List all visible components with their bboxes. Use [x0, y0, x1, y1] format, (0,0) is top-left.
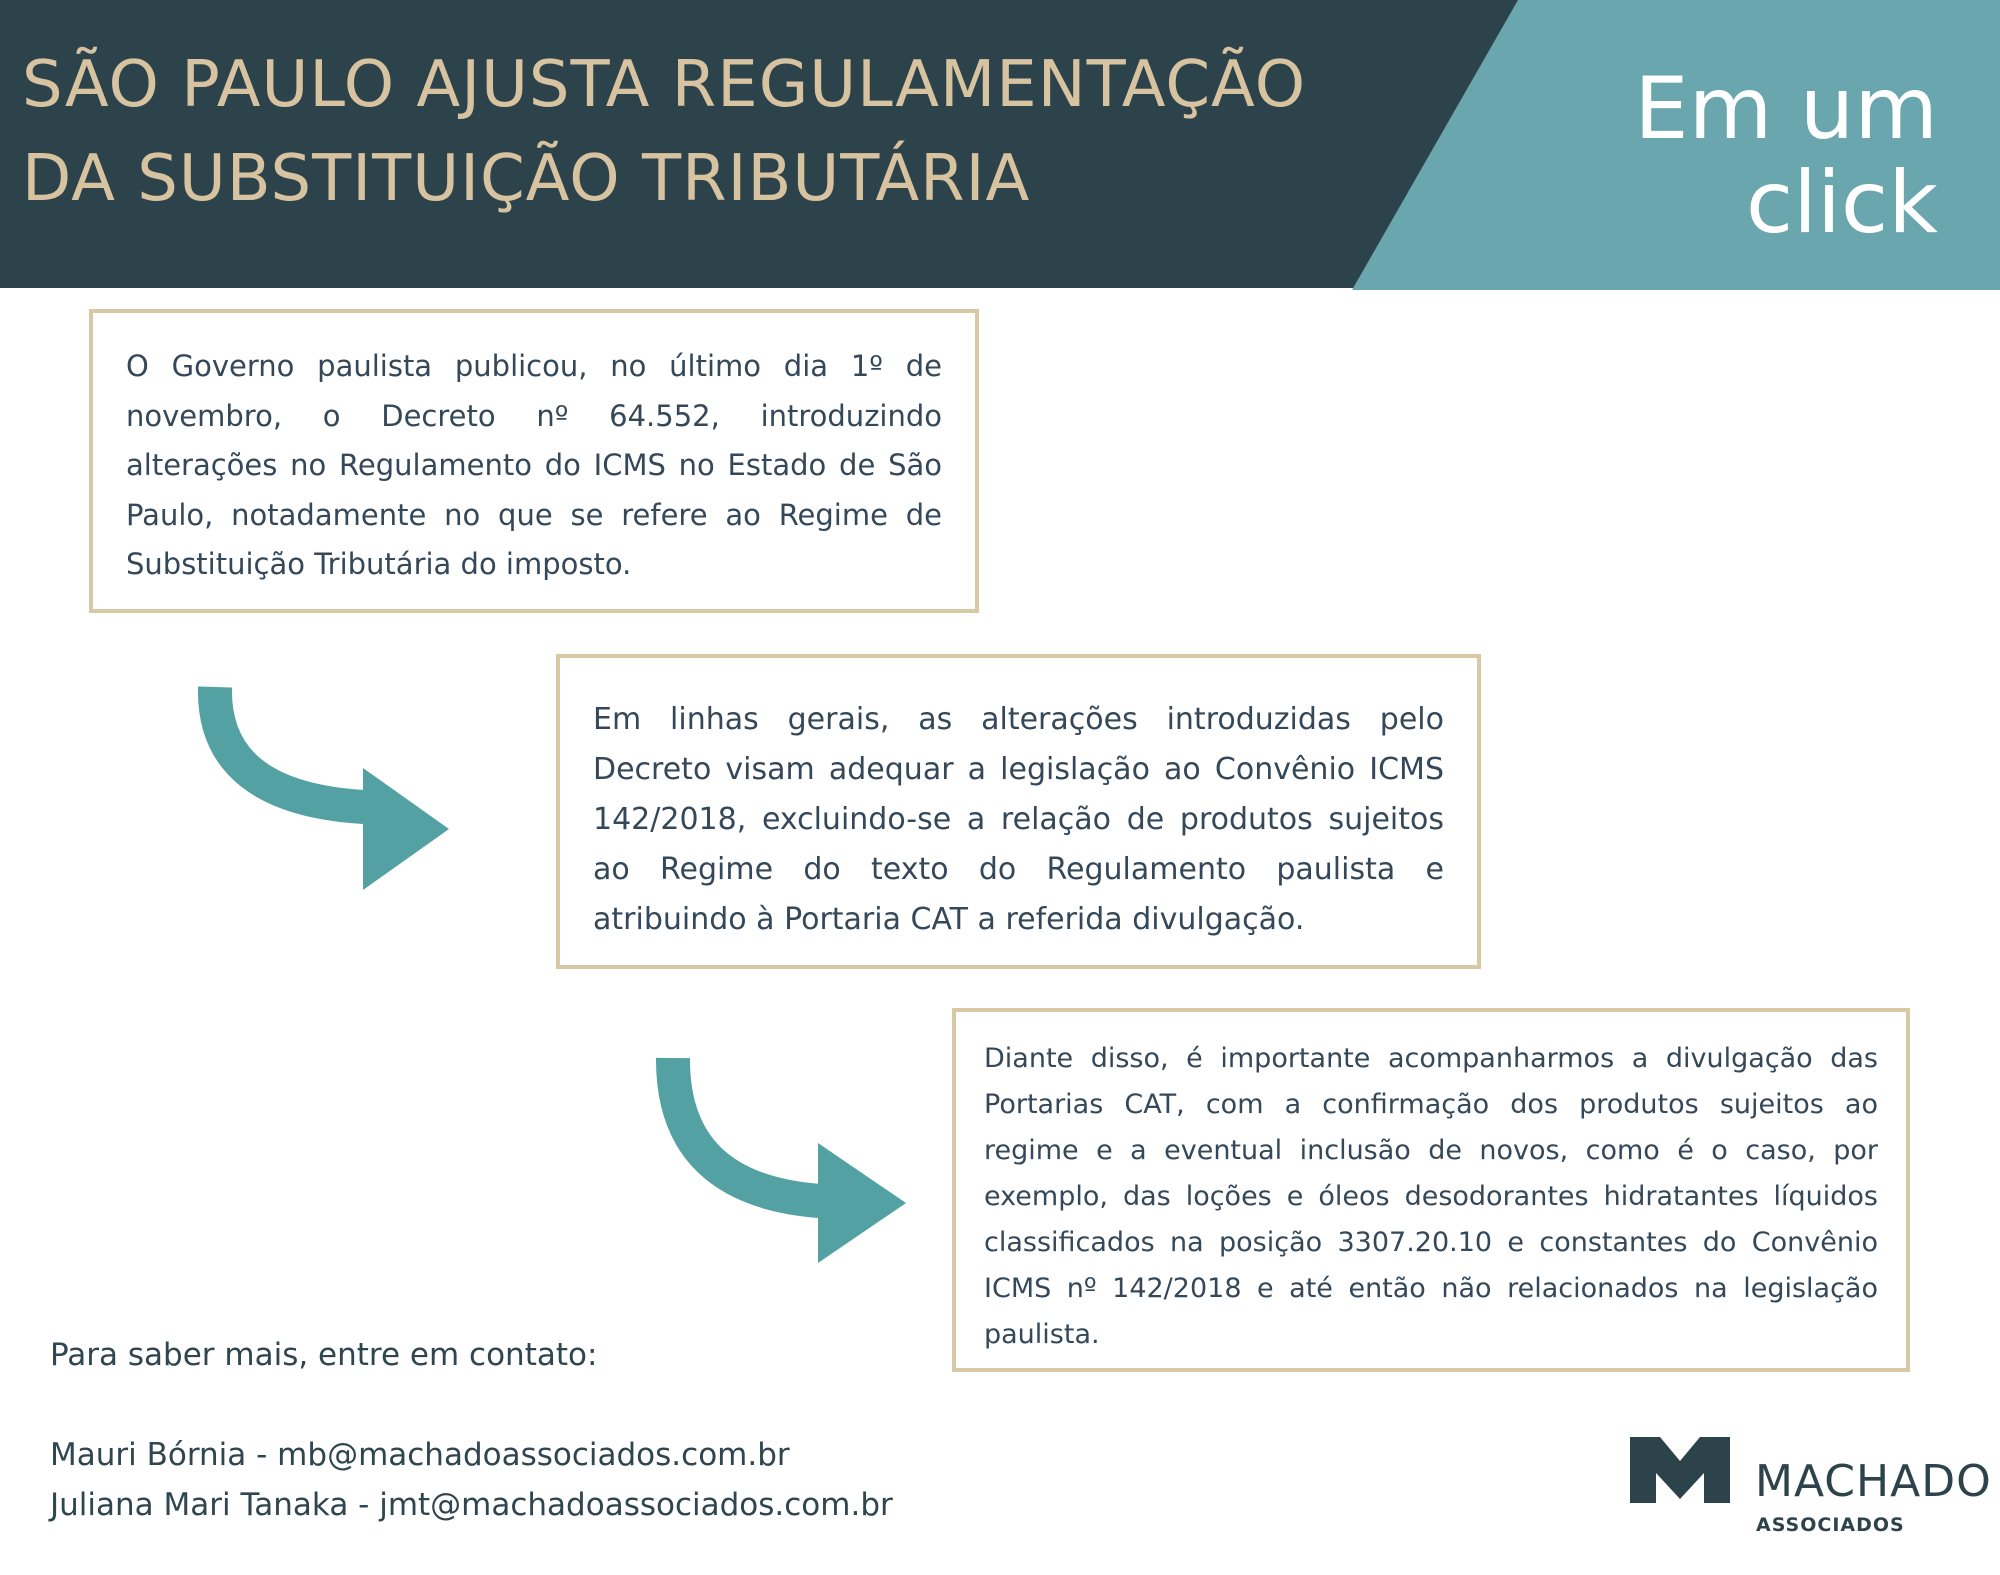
title-line-2: DA SUBSTITUIÇÃO TRIBUTÁRIA: [22, 142, 1031, 216]
curved-arrow-icon: [190, 680, 460, 900]
contact-intro: Para saber mais, entre em contato:: [50, 1337, 598, 1373]
curved-arrow-icon: [648, 1050, 918, 1270]
info-box-3: [952, 1008, 1910, 1372]
spacer: [50, 1380, 893, 1430]
machado-logo-icon: [1630, 1437, 1730, 1503]
page-title: [22, 38, 1306, 226]
info-box-1: [89, 309, 979, 613]
info-box-2: [556, 654, 1481, 969]
badge-line-2: click: [1745, 153, 1938, 253]
info-box-1-text: O Governo paulista publicou, no último dia 1º de novembro, o Decreto nº 64.552, introduzindo alterações no Regulamento do ICMS no Estado de São Paulo, notadamente no que se refere ao Regime de Substituição Tributária do imposto.: [126, 349, 942, 581]
contact-person-1[interactable]: Mauri Bórnia - mb@machadoassociados.com.br: [50, 1437, 790, 1473]
logo-name: MACHADO: [1755, 1456, 1992, 1507]
badge-line-1: Em um: [1634, 59, 1938, 159]
info-box-3-text: Diante disso, é importante acompanharmos a divulgação das Portarias CAT, com a confirmação dos produtos sujeitos ao regime e a eventual inclusão de novos, como é o caso, por exemplo, das loções e óleos desodorantes hidratantes líquidos classificados na posição 3307.20.10 e constantes do Convênio ICMS nº 142/2018 e até então não relacionados na legislação paulista.: [984, 1043, 1878, 1350]
contact-person-2[interactable]: Juliana Mari Tanaka - jmt@machadoassociados.com.br: [50, 1487, 893, 1523]
contact-section: [50, 1330, 893, 1530]
logo-subtitle: ASSOCIADOS: [1756, 1514, 1905, 1536]
title-line-1: SÃO PAULO AJUSTA REGULAMENTAÇÃO: [22, 48, 1307, 122]
em-um-click-badge: [1634, 59, 1938, 253]
info-box-2-text: Em linhas gerais, as alterações introduzidas pelo Decreto visam adequar a legislação ao Convênio ICMS 142/2018, excluindo-se a relação de produtos sujeitos ao Regime do texto do Regulamento paulista e atribuindo à Portaria CAT a referida divulgação.: [593, 702, 1444, 937]
